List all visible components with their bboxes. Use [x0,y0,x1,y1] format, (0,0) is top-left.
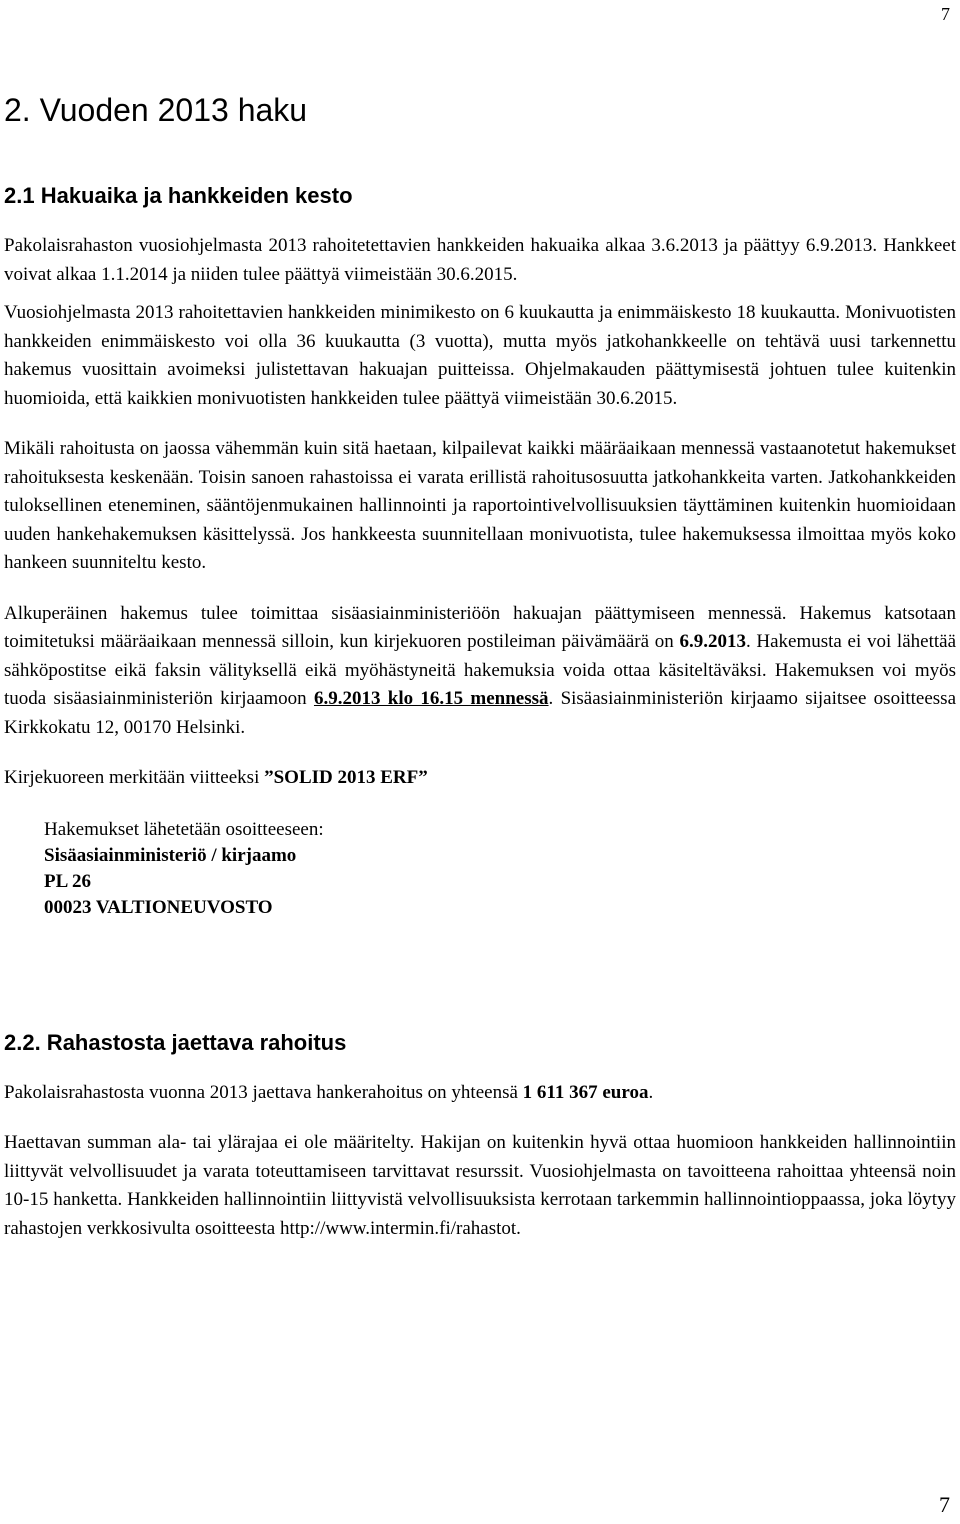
mailing-address [44,817,956,921]
text-span: . Sisäasiainministeriön kirjaamo sijaitsee osoitteessa Kirkkokatu 12, 00170 Helsinki. [4,688,957,738]
page-title: 2. Vuoden 2013 haku [4,92,308,128]
section-heading-2-2: 2.2. Rahastosta jaettava rahoitus [4,1029,347,1055]
paragraph-kesto: Vuosiohjelmasta 2013 rahoitettavien hankkeiden minimikesto on 6 kuukautta ja enimmäiskesto 18 kuukautta. Monivuotisten hankkeiden enimmäiskesto voi olla 36 kuukautta (3 vuotta), mutta myös jatkohankkeelle on tehtävä uusi tarkennettu hakemus vuosittain avoimeksi julistettavan hakuajan puitteissa. Ohjelmakauden päättymisestä johtuen tulee kuitenkin huomioida, että kaikkien monivuotisten hankkeiden tulee päättyä viimeistään 30.6.2015. [4,302,956,409]
page-number-bottom: 7 [939,1492,950,1517]
reference-code: ”SOLID 2013 ERF” [264,767,428,788]
text-span: Pakolaisrahastosta vuonna 2013 jaettava hankerahoitus on yhteensä [4,1081,523,1103]
deadline-underlined: 6.9.2013 klo 16.15 mennessä [313,688,549,709]
funding-amount: 1 611 367 euroa [522,1081,649,1103]
paragraph-viite [4,764,956,793]
section-heading-2-1: 2.1 Hakuaika ja hankkeiden kesto [4,183,353,208]
paragraph-haettava-summa: Haettavan summan ala- tai ylärajaa ei ole määritelty. Hakijan on kuitenkin hyvä ottaa huomioon hankkeiden hallinnointiin liittyvät velvollisuudet ja varata toteuttamiseen tarvittavat resurssit. Vuosiohjelmasta on tavoitteena rahoittaa yhteensä noin 10-15 hanketta. Hankkeiden hallinnointiin liittyvistä velvollisuuksista kerrotaan tarkemmin hallinnointioppaassa, joka löytyy rahastojen verkkosivulta osoitteesta http://www.intermin.fi/rahastot. [4,1132,956,1239]
text-span: Alkuperäinen hakemus tulee toimittaa sisäasiainministeriöön hakuajan päättymiseen mennessä. Hakemus katsotaan toimitetuksi määräaikaan mennessä silloin, kun kirjekuoren postileiman päivämäärä on [4,602,956,652]
paragraph-toimitus [4,600,956,743]
address-line-3: 00023 VALTIONEUVOSTO [44,896,273,918]
text-span: . Hakemusta ei voi lähettää sähköpostitse eikä faksin välityksellä eikä myöhästyneitä hakemuksia voida ottaa käsiteltäväksi. Hakemuksen voi myös tuoda sisäasiainministeriön kirjaamoon [4,631,956,709]
document-body [4,90,956,1265]
address-intro: Hakemukset lähetetään osoitteeseen: [44,818,324,840]
text-span: Kirjekuoreen merkitään viitteeksi [4,767,265,788]
paragraph-rahoitus-kilpailu: Mikäli rahoitusta on jaossa vähemmän kuin sitä haetaan, kilpailevat kaikki määräaikaan mennessä vastaanotetut hakemukset rahoituksesta keskenään. Toisin sanoen rahastoissa ei varata erillistä rahoitusosuutta jatkohankkeita varten. Jatkohankkeiden tuloksellinen eteneminen, sääntöjenmukainen hallinnointi ja raportointivelvollisuuksien täyttäminen kuitenkin huomioidaan uuden hankehakemuksen käsittelyssä. Jos hankkeesta suunnitellaan monivuotista, tulee hakemuksessa ilmoittaa myös koko hankeen suunniteltu kesto. [4,438,956,573]
address-line-1: Sisäasiainministeriö / kirjaamo [44,844,297,866]
text-span: . [648,1081,654,1103]
paragraph-rahoitus-summa [4,1079,956,1108]
paragraph-hakuaika: Pakolaisrahaston vuosiohjelmasta 2013 rahoitetettavien hankkeiden hakuaika alkaa 3.6.2013 ja päättyy 6.9.2013. Hankkeet voivat alkaa 1.1.2014 ja niiden tulee päättyä viimeistään 30.6.2015. [4,235,956,285]
page-number-top: 7 [941,4,950,24]
postmark-date: 6.9.2013 [679,631,746,652]
address-line-2: PL 26 [44,870,91,892]
